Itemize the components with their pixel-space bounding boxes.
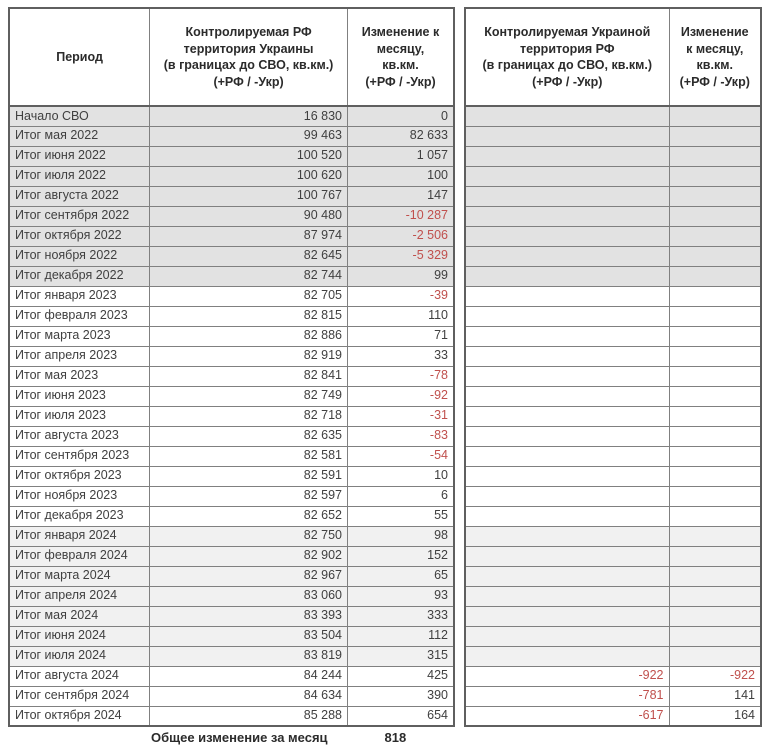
column-header-ua-monthly-change — [669, 8, 761, 106]
table-row[interactable] — [465, 366, 761, 386]
cell-ua-monthly-change[interactable] — [669, 126, 761, 146]
cell-ua-monthly-change[interactable] — [669, 426, 761, 446]
cell-ua-controlled-area[interactable] — [465, 486, 669, 506]
cell-ru-monthly-change[interactable] — [348, 426, 455, 446]
cell-ua-controlled-area[interactable] — [465, 286, 669, 306]
cell-ru-controlled-area[interactable]: 83 060 — [150, 586, 348, 606]
cell-period[interactable]: Итог октября 2024 — [9, 706, 150, 726]
header-line: территория РФ — [519, 41, 615, 56]
cell-period[interactable]: Итог марта 2023 — [9, 326, 150, 346]
table-row[interactable] — [9, 366, 454, 386]
header-line: Изменение к — [361, 25, 440, 39]
cell-period[interactable]: Итог августа 2022 — [9, 186, 150, 206]
cell-ru-monthly-change[interactable]: 98 — [348, 526, 455, 546]
cell-ua-controlled-area[interactable] — [465, 266, 669, 286]
table-row[interactable] — [465, 326, 761, 346]
cell-ru-controlled-area[interactable]: 82 597 — [150, 486, 348, 506]
cell-ua-controlled-area[interactable] — [465, 706, 669, 726]
table-row[interactable] — [9, 706, 454, 726]
cell-ru-monthly-change[interactable]: 333 — [348, 606, 455, 626]
column-header-ru-controlled-area — [150, 8, 348, 106]
cell-ru-controlled-area[interactable]: 100 520 — [150, 146, 348, 166]
negative-value: -2 506 — [412, 228, 448, 243]
table-row[interactable] — [9, 606, 454, 626]
table-row[interactable] — [9, 286, 454, 306]
table-row[interactable] — [9, 186, 454, 206]
cell-ru-controlled-area[interactable]: 82 744 — [150, 266, 348, 286]
cell-ru-monthly-change[interactable]: 71 — [348, 326, 455, 346]
negative-value: -39 — [429, 288, 448, 303]
cell-ua-controlled-area[interactable] — [465, 406, 669, 426]
cell-ru-monthly-change[interactable]: 152 — [348, 546, 455, 566]
header-line: Изменение — [680, 25, 749, 39]
cell-period[interactable]: Итог августа 2023 — [9, 426, 150, 446]
table-row[interactable] — [9, 106, 454, 126]
table-row[interactable] — [465, 586, 761, 606]
cell-ua-monthly-change[interactable] — [669, 106, 761, 126]
cell-ru-monthly-change[interactable]: 110 — [348, 306, 455, 326]
cell-ru-monthly-change[interactable]: 100 — [348, 166, 455, 186]
cell-period[interactable]: Итог июля 2022 — [9, 166, 150, 186]
cell-ua-monthly-change[interactable] — [669, 486, 761, 506]
cell-ru-controlled-area[interactable]: 82 815 — [150, 306, 348, 326]
table-row[interactable] — [9, 446, 454, 466]
cell-ru-monthly-change[interactable]: 99 — [348, 266, 455, 286]
negative-value: -78 — [429, 368, 448, 383]
table-row[interactable] — [465, 386, 761, 406]
cell-ru-monthly-change[interactable] — [348, 446, 455, 466]
cell-ua-monthly-change[interactable] — [669, 586, 761, 606]
cell-ru-monthly-change[interactable] — [348, 406, 455, 426]
cell-ru-controlled-area[interactable]: 82 705 — [150, 286, 348, 306]
header-row — [465, 8, 761, 106]
cell-ua-monthly-change[interactable] — [669, 446, 761, 466]
table-row[interactable] — [465, 706, 761, 726]
cell-ru-monthly-change[interactable]: 6 — [348, 486, 455, 506]
cell-ru-monthly-change[interactable] — [348, 206, 455, 226]
cell-ua-controlled-area[interactable] — [465, 386, 669, 406]
table-row[interactable] — [465, 166, 761, 186]
cell-ru-controlled-area[interactable]: 82 902 — [150, 546, 348, 566]
header-line: (+РФ / -Укр) — [365, 74, 436, 89]
cell-ua-controlled-area[interactable] — [465, 446, 669, 466]
cell-ua-monthly-change[interactable] — [669, 646, 761, 666]
negative-value: -10 287 — [405, 208, 448, 223]
cell-ru-monthly-change[interactable]: 654 — [348, 706, 455, 726]
cell-ua-controlled-area[interactable] — [465, 626, 669, 646]
table-row[interactable] — [465, 346, 761, 366]
table-row[interactable] — [465, 666, 761, 686]
table-row[interactable] — [9, 326, 454, 346]
header-line: кв.км. — [382, 58, 419, 72]
negative-value: -922 — [729, 668, 755, 683]
cell-ua-controlled-area[interactable] — [465, 126, 669, 146]
cell-ru-monthly-change[interactable]: 425 — [348, 666, 455, 686]
left-table-header — [9, 8, 454, 106]
table-row[interactable] — [465, 426, 761, 446]
table-row[interactable] — [9, 206, 454, 226]
cell-ru-controlled-area[interactable]: 100 620 — [150, 166, 348, 186]
table-row[interactable] — [465, 306, 761, 326]
cell-ru-monthly-change[interactable] — [348, 286, 455, 306]
cell-period[interactable]: Начало СВО — [9, 106, 150, 126]
cell-ua-monthly-change[interactable] — [669, 246, 761, 266]
cell-period[interactable]: Итог декабря 2023 — [9, 506, 150, 526]
cell-ua-controlled-area[interactable] — [465, 526, 669, 546]
cell-ru-controlled-area[interactable]: 90 480 — [150, 206, 348, 226]
cell-ua-controlled-area[interactable] — [465, 546, 669, 566]
table-row[interactable] — [465, 406, 761, 426]
cell-period[interactable]: Итог октября 2022 — [9, 226, 150, 246]
cell-ua-monthly-change[interactable] — [669, 506, 761, 526]
header-line: Контролируемая РФ — [185, 25, 312, 39]
cell-ru-monthly-change[interactable] — [348, 386, 455, 406]
cell-period[interactable]: Итог сентября 2022 — [9, 206, 150, 226]
table-row[interactable] — [9, 566, 454, 586]
table-row[interactable] — [9, 506, 454, 526]
cell-ru-controlled-area[interactable]: 82 652 — [150, 506, 348, 526]
table-row[interactable] — [465, 466, 761, 486]
left-table-container — [8, 7, 455, 727]
cell-ua-controlled-area[interactable] — [465, 106, 669, 126]
cell-ua-controlled-area[interactable] — [465, 426, 669, 446]
header-line: Период — [56, 49, 103, 64]
cell-ru-controlled-area[interactable]: 82 886 — [150, 326, 348, 346]
cell-ua-monthly-change[interactable] — [669, 546, 761, 566]
cell-period[interactable]: Итог сентября 2023 — [9, 446, 150, 466]
table-row[interactable] — [465, 546, 761, 566]
cell-period[interactable]: Итог сентября 2024 — [9, 686, 150, 706]
cell-ua-monthly-change[interactable] — [669, 266, 761, 286]
cell-ua-monthly-change[interactable] — [669, 206, 761, 226]
table-row[interactable] — [465, 526, 761, 546]
table-row[interactable] — [465, 606, 761, 626]
cell-ua-controlled-area[interactable] — [465, 206, 669, 226]
table-row[interactable] — [9, 666, 454, 686]
cell-ru-monthly-change[interactable] — [348, 226, 455, 246]
negative-value: -31 — [429, 408, 448, 423]
cell-ru-controlled-area[interactable]: 82 749 — [150, 386, 348, 406]
column-header-period — [9, 8, 150, 106]
cell-ua-monthly-change[interactable]: 164 — [669, 706, 761, 726]
cell-period[interactable]: Итог марта 2024 — [9, 566, 150, 586]
table-row[interactable] — [465, 126, 761, 146]
cell-ua-monthly-change[interactable] — [669, 386, 761, 406]
cell-ru-controlled-area[interactable]: 83 393 — [150, 606, 348, 626]
cell-ru-controlled-area[interactable]: 85 288 — [150, 706, 348, 726]
table-row[interactable] — [9, 466, 454, 486]
cell-ua-controlled-area[interactable] — [465, 466, 669, 486]
table-row[interactable] — [9, 586, 454, 606]
cell-ua-monthly-change[interactable] — [669, 346, 761, 366]
cell-ru-controlled-area[interactable]: 16 830 — [150, 106, 348, 126]
cell-ua-controlled-area[interactable] — [465, 306, 669, 326]
cell-ua-monthly-change[interactable] — [669, 146, 761, 166]
header-line: месяцу, — [376, 41, 425, 56]
cell-period[interactable]: Итог апреля 2024 — [9, 586, 150, 606]
table-row[interactable] — [465, 186, 761, 206]
cell-period[interactable]: Итог июня 2022 — [9, 146, 150, 166]
cell-ru-controlled-area[interactable]: 87 974 — [150, 226, 348, 246]
table-row[interactable] — [9, 146, 454, 166]
table-row[interactable] — [465, 446, 761, 466]
cell-ua-monthly-change[interactable] — [669, 166, 761, 186]
negative-value: -54 — [429, 448, 448, 463]
total-change-label: Общее изменение за месяц — [151, 729, 328, 745]
cell-period[interactable]: Итог мая 2022 — [9, 126, 150, 146]
cell-ua-controlled-area[interactable] — [465, 246, 669, 266]
ua-controlled-territory-table — [464, 7, 762, 727]
cell-ua-controlled-area[interactable] — [465, 186, 669, 206]
cell-ru-monthly-change[interactable]: 390 — [348, 686, 455, 706]
cell-ru-monthly-change[interactable]: 82 633 — [348, 126, 455, 146]
cell-ru-monthly-change[interactable]: 65 — [348, 566, 455, 586]
right-table-body — [465, 106, 761, 726]
cell-period[interactable]: Итог июня 2023 — [9, 386, 150, 406]
table-row[interactable] — [9, 226, 454, 246]
cell-ua-controlled-area[interactable] — [465, 346, 669, 366]
negative-value: -922 — [638, 668, 664, 683]
cell-ua-monthly-change[interactable] — [669, 186, 761, 206]
cell-ua-controlled-area[interactable] — [465, 146, 669, 166]
left-table-body — [9, 106, 454, 726]
cell-ru-controlled-area[interactable]: 100 767 — [150, 186, 348, 206]
cell-ua-monthly-change[interactable] — [669, 626, 761, 646]
cell-ru-controlled-area[interactable]: 82 750 — [150, 526, 348, 546]
cell-ru-monthly-change[interactable]: 112 — [348, 626, 455, 646]
ru-controlled-territory-table — [8, 7, 455, 727]
column-header-ru-monthly-change — [348, 8, 455, 106]
cell-ru-monthly-change[interactable]: 55 — [348, 506, 455, 526]
cell-ru-controlled-area[interactable]: 82 841 — [150, 366, 348, 386]
cell-period[interactable]: Итог мая 2024 — [9, 606, 150, 626]
cell-ua-controlled-area[interactable] — [465, 166, 669, 186]
cell-period[interactable]: Итог ноября 2022 — [9, 246, 150, 266]
table-row[interactable] — [9, 266, 454, 286]
table-row[interactable] — [465, 226, 761, 246]
cell-ua-monthly-change[interactable] — [669, 326, 761, 346]
header-line: (в границах до СВО, кв.км.) — [482, 58, 653, 72]
negative-value: -781 — [638, 688, 664, 703]
cell-ru-controlled-area[interactable]: 82 635 — [150, 426, 348, 446]
cell-period[interactable]: Итог ноября 2023 — [9, 486, 150, 506]
header-line: кв.км. — [696, 58, 733, 72]
cell-ua-monthly-change[interactable] — [669, 286, 761, 306]
cell-period[interactable]: Итог мая 2023 — [9, 366, 150, 386]
cell-period[interactable]: Итог августа 2024 — [9, 666, 150, 686]
cell-ru-monthly-change[interactable]: 315 — [348, 646, 455, 666]
cell-ua-monthly-change[interactable] — [669, 366, 761, 386]
cell-ru-controlled-area[interactable]: 82 967 — [150, 566, 348, 586]
table-row[interactable] — [9, 546, 454, 566]
table-row[interactable] — [9, 246, 454, 266]
cell-period[interactable]: Итог февраля 2023 — [9, 306, 150, 326]
header-line: территория Украины — [183, 41, 314, 56]
header-line: к месяцу, — [686, 41, 744, 56]
header-line: Контролируемая Украиной — [484, 25, 651, 39]
cell-period[interactable]: Итог февраля 2024 — [9, 546, 150, 566]
negative-value: -83 — [429, 428, 448, 443]
cell-ua-monthly-change[interactable] — [669, 306, 761, 326]
cell-ru-monthly-change[interactable]: 33 — [348, 346, 455, 366]
cell-ru-controlled-area[interactable]: 82 645 — [150, 246, 348, 266]
cell-ua-controlled-area[interactable] — [465, 606, 669, 626]
table-row[interactable] — [9, 346, 454, 366]
table-row[interactable] — [9, 526, 454, 546]
cell-period[interactable]: Итог апреля 2023 — [9, 346, 150, 366]
table-row[interactable] — [9, 646, 454, 666]
table-row[interactable] — [465, 686, 761, 706]
table-row[interactable] — [9, 306, 454, 326]
table-row[interactable] — [9, 126, 454, 146]
cell-ua-monthly-change[interactable] — [669, 406, 761, 426]
table-row[interactable] — [465, 206, 761, 226]
right-table-header — [465, 8, 761, 106]
table-row[interactable] — [9, 626, 454, 646]
cell-ru-controlled-area[interactable]: 82 718 — [150, 406, 348, 426]
cell-period[interactable]: Итог января 2024 — [9, 526, 150, 546]
cell-ru-monthly-change[interactable] — [348, 246, 455, 266]
cell-ru-controlled-area[interactable]: 82 591 — [150, 466, 348, 486]
table-row[interactable] — [465, 646, 761, 666]
table-row[interactable] — [9, 686, 454, 706]
cell-period[interactable]: Итог января 2023 — [9, 286, 150, 306]
table-row[interactable] — [9, 486, 454, 506]
cell-ua-controlled-area[interactable] — [465, 586, 669, 606]
cell-ua-controlled-area[interactable] — [465, 506, 669, 526]
negative-value: -92 — [429, 388, 448, 403]
table-row[interactable] — [465, 566, 761, 586]
cell-ru-monthly-change[interactable]: 1 057 — [348, 146, 455, 166]
cell-ru-monthly-change[interactable]: 93 — [348, 586, 455, 606]
cell-ru-controlled-area[interactable]: 99 463 — [150, 126, 348, 146]
cell-period[interactable]: Итог июля 2024 — [9, 646, 150, 666]
cell-ru-controlled-area[interactable]: 82 581 — [150, 446, 348, 466]
cell-period[interactable]: Итог июля 2023 — [9, 406, 150, 426]
negative-value: -617 — [638, 708, 664, 723]
table-row[interactable] — [9, 406, 454, 426]
header-row — [9, 8, 454, 106]
cell-ua-controlled-area[interactable] — [465, 686, 669, 706]
table-row[interactable] — [465, 286, 761, 306]
table-row[interactable] — [465, 506, 761, 526]
cell-ru-monthly-change[interactable]: 147 — [348, 186, 455, 206]
total-change-value: 818 — [384, 729, 407, 745]
cell-ua-controlled-area[interactable] — [465, 646, 669, 666]
cell-ua-monthly-change[interactable] — [669, 226, 761, 246]
cell-ru-controlled-area[interactable]: 84 634 — [150, 686, 348, 706]
cell-ua-controlled-area[interactable] — [465, 366, 669, 386]
cell-ua-controlled-area[interactable] — [465, 326, 669, 346]
table-row[interactable] — [9, 166, 454, 186]
cell-ua-monthly-change[interactable] — [669, 606, 761, 626]
cell-ua-controlled-area[interactable] — [465, 566, 669, 586]
negative-value: -5 329 — [412, 248, 448, 263]
header-line: (+РФ / -Укр) — [213, 74, 284, 89]
cell-ru-controlled-area[interactable]: 82 919 — [150, 346, 348, 366]
cell-ua-controlled-area[interactable] — [465, 226, 669, 246]
cell-period[interactable]: Итог октября 2023 — [9, 466, 150, 486]
table-row[interactable] — [465, 266, 761, 286]
table-row[interactable] — [465, 626, 761, 646]
cell-ru-controlled-area[interactable]: 84 244 — [150, 666, 348, 686]
table-row[interactable] — [465, 106, 761, 126]
cell-ru-controlled-area[interactable]: 83 819 — [150, 646, 348, 666]
cell-ru-monthly-change[interactable] — [348, 366, 455, 386]
cell-ua-monthly-change[interactable] — [669, 526, 761, 546]
cell-ua-monthly-change[interactable] — [669, 466, 761, 486]
table-row[interactable] — [465, 486, 761, 506]
table-row[interactable] — [465, 246, 761, 266]
header-line: (в границах до СВО, кв.км.) — [163, 58, 334, 72]
column-header-ua-controlled-area — [465, 8, 669, 106]
cell-ua-monthly-change[interactable]: 141 — [669, 686, 761, 706]
cell-ua-monthly-change[interactable] — [669, 666, 761, 686]
header-line: (+РФ / -Укр) — [532, 74, 603, 89]
cell-ru-monthly-change[interactable]: 10 — [348, 466, 455, 486]
header-line: (+РФ / -Укр) — [679, 74, 750, 89]
cell-ru-monthly-change[interactable]: 0 — [348, 106, 455, 126]
cell-ua-monthly-change[interactable] — [669, 566, 761, 586]
cell-ua-controlled-area[interactable] — [465, 666, 669, 686]
cell-ru-controlled-area[interactable]: 83 504 — [150, 626, 348, 646]
table-row[interactable] — [9, 386, 454, 406]
total-change-summary — [8, 726, 455, 748]
right-table-container — [464, 7, 760, 727]
cell-period[interactable]: Итог июня 2024 — [9, 626, 150, 646]
table-row[interactable] — [465, 146, 761, 166]
table-row[interactable] — [9, 426, 454, 446]
cell-period[interactable]: Итог декабря 2022 — [9, 266, 150, 286]
